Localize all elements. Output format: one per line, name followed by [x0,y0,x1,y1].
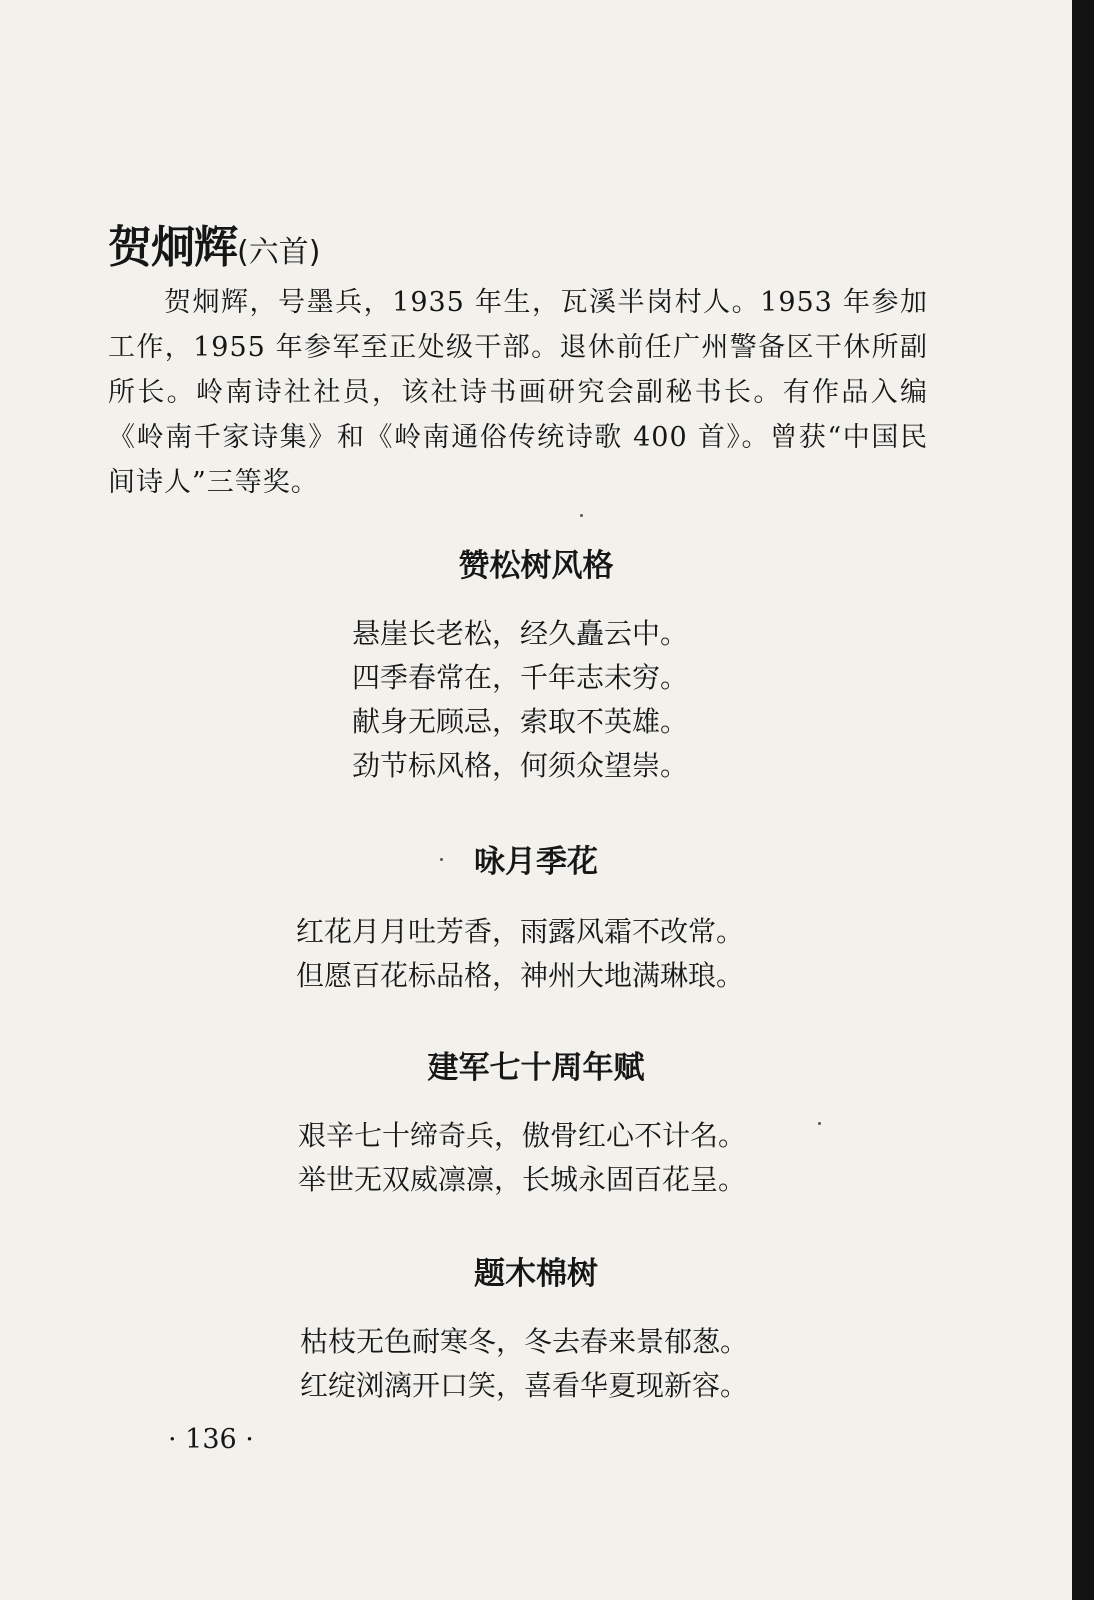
verse-line: 红花月月吐芳香，雨露风霜不改常。 [296,915,745,948]
poem-verse [296,910,744,998]
poem-count: (六首) [237,235,321,270]
verse-line: 红绽浏漓开口笑，喜看华夏现新容。 [300,1369,749,1402]
author-name: 贺炯辉 [108,222,237,273]
scan-border [1072,0,1094,1600]
poem-title: 题木棉树 [474,1256,598,1292]
verse-line: 劲节标风格，何须众望崇。 [352,749,689,782]
verse-line: 枯枝无色耐寒冬，冬去春来景郁葱。 [300,1325,749,1358]
poem-title: 赞松树风格 [458,548,614,584]
poem-title: 咏月季花 [474,844,598,880]
poem-verse [352,612,688,788]
verse-line: 艰辛七十缔奇兵，傲骨红心不计名。 [298,1119,747,1152]
verse-line: 献身无顾忌，索取不英雄。 [352,705,689,738]
poem-title: 建军七十周年赋 [427,1050,645,1086]
scan-speck [818,1122,821,1125]
author-heading [108,222,321,273]
scan-speck [440,858,443,861]
verse-line: 悬崖长老松，经久矗云中。 [352,617,689,650]
verse-line: 举世无双威凛凛，长城永固百花呈。 [298,1163,747,1196]
verse-line: 但愿百花标品格，神州大地满琳琅。 [296,959,745,992]
poem-verse [300,1320,748,1408]
poem-verse [298,1114,746,1202]
author-bio: 贺炯辉，号墨兵，1935 年生，瓦溪半岗村人。1953 年参加工作，1955 年参军至正处级干部。退休前任广州警备区干休所副所长。岭南诗社社员，该社诗书画研究会副秘书长。有作品入编《岭南千家诗集》和《岭南通俗传统诗歌 400 首》。曾获“中国民间诗人”三等奖。 [108,287,928,498]
page-number: · 136 · [168,1424,254,1455]
verse-line: 四季春常在，千年志未穷。 [352,661,689,694]
scan-speck [580,514,583,517]
